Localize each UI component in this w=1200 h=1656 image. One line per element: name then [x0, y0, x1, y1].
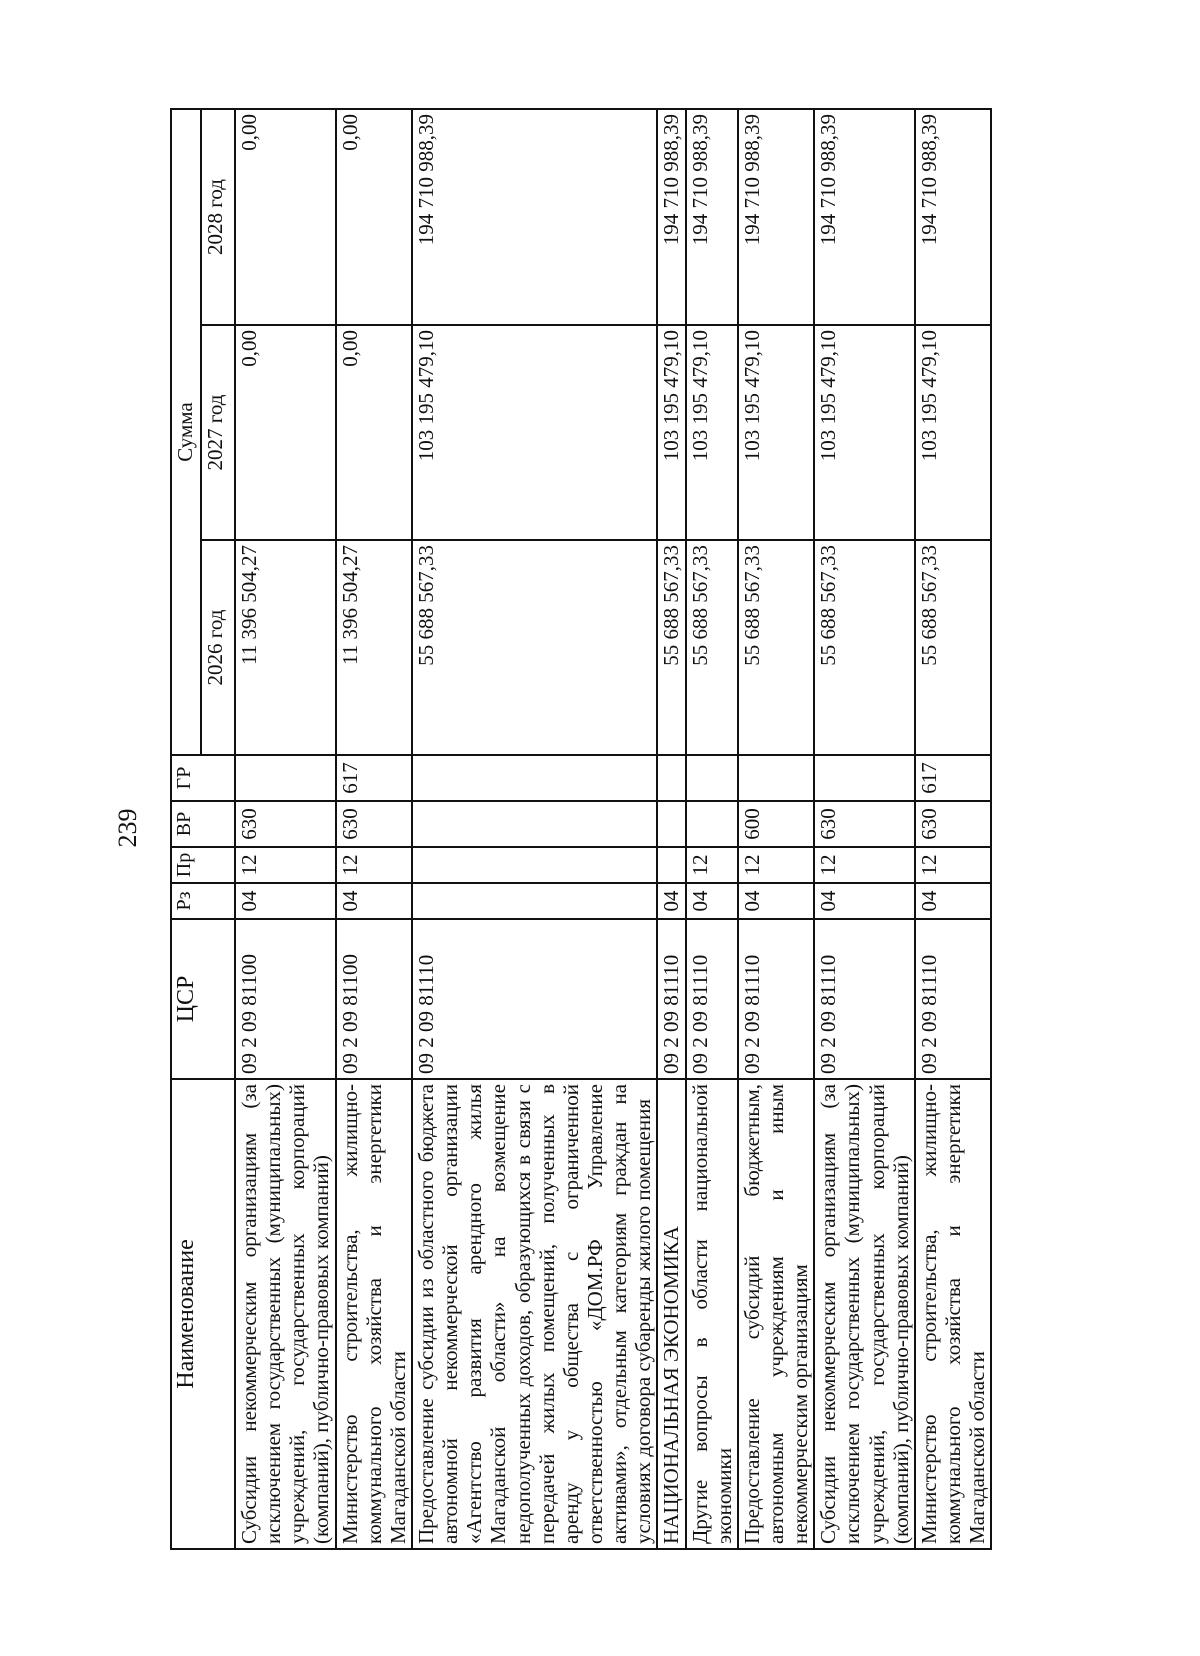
row-name: Предоставление субсидий бюджетным, автономным учреждениям и иным некоммерческим организациям: [738, 1079, 814, 1549]
table-header: [171, 109, 235, 1549]
row-2028: 194 710 988,39: [657, 109, 685, 325]
row-csr: 09 2 09 81110: [738, 919, 814, 1079]
row-pr: [412, 847, 657, 883]
row-gr: [412, 755, 657, 801]
row-gr: [657, 755, 685, 801]
row-csr: 09 2 09 81110: [412, 919, 657, 1079]
row-gr: [235, 755, 336, 801]
row-csr: 09 2 09 81110: [814, 919, 915, 1079]
row-vr: 630: [235, 801, 336, 847]
row-2028: 194 710 988,39: [915, 109, 991, 325]
row-name: НАЦИОНАЛЬНАЯ ЭКОНОМИКА: [657, 1079, 685, 1549]
row-pr: 12: [235, 847, 336, 883]
row-pr: 12: [336, 847, 412, 883]
row-2027: 103 195 479,10: [686, 325, 738, 540]
row-vr: 600: [738, 801, 814, 847]
row-2028: 0,00: [235, 109, 336, 325]
row-name: Субсидии некоммерческим организациям (за исключением государственных (муниципальных) учреждений, государственных корпораций (компаний), публично-правовых компаний): [814, 1079, 915, 1549]
row-2027: 0,00: [336, 325, 412, 540]
row-rz: 04: [235, 883, 336, 919]
table-row: [412, 109, 657, 1549]
row-pr: 12: [686, 847, 738, 883]
row-vr: 630: [336, 801, 412, 847]
row-2026: 11 396 504,27: [235, 540, 336, 755]
row-name: Предоставление субсидии из областного бюджета автономной некоммерческой организации «Агентство развития арендного жилья Магаданской области» на возмещение недополученных доходов, образующихся в связи с передачей жилых помещений, полученных в аренду у общества с ограниченной ответственностью «ДОМ.РФ Управление активами», отдельным категориям граждан на условиях договора субаренды жилого помещения: [412, 1079, 657, 1549]
row-2026: 55 688 567,33: [915, 540, 991, 755]
row-gr: 617: [336, 755, 412, 801]
row-2028: 194 710 988,39: [412, 109, 657, 325]
row-vr: [657, 801, 685, 847]
header-pr: Пр: [171, 847, 235, 883]
row-csr: 09 2 09 81100: [336, 919, 412, 1079]
row-rz: 04: [336, 883, 412, 919]
page-number: 239: [113, 808, 142, 848]
row-pr: 12: [915, 847, 991, 883]
row-2027: 0,00: [235, 325, 336, 540]
row-rz: 04: [814, 883, 915, 919]
row-vr: [686, 801, 738, 847]
row-vr: 630: [814, 801, 915, 847]
row-rz: [412, 883, 657, 919]
row-gr: 617: [915, 755, 991, 801]
row-2026: 55 688 567,33: [814, 540, 915, 755]
header-sum: Сумма: [171, 109, 201, 755]
header-gr: ГР: [171, 755, 235, 801]
row-csr: 09 2 09 81110: [915, 919, 991, 1079]
row-csr: 09 2 09 81110: [657, 919, 685, 1079]
header-year-2026: 2026 год: [201, 540, 235, 755]
row-name: Другие вопросы в области национальной экономики: [686, 1079, 738, 1549]
table-row: [686, 109, 738, 1549]
row-2028: 0,00: [336, 109, 412, 325]
row-name: Министерство строительства, жилищно-коммунального хозяйства и энергетики Магаданской области: [915, 1079, 991, 1549]
row-2027: 103 195 479,10: [915, 325, 991, 540]
row-2027: 103 195 479,10: [814, 325, 915, 540]
table-row: [738, 109, 814, 1549]
row-gr: [738, 755, 814, 801]
row-vr: [412, 801, 657, 847]
row-csr: 09 2 09 81100: [235, 919, 336, 1079]
header-vr: ВР: [171, 801, 235, 847]
row-name: Субсидии некоммерческим организациям (за исключением государственных (муниципальных) учреждений, государственных корпораций (компаний), публично-правовых компаний): [235, 1079, 336, 1549]
table-row: [657, 109, 685, 1549]
row-pr: [657, 847, 685, 883]
row-vr: 630: [915, 801, 991, 847]
table-body: [235, 109, 991, 1549]
row-2027: 103 195 479,10: [738, 325, 814, 540]
row-pr: 12: [738, 847, 814, 883]
row-rz: 04: [686, 883, 738, 919]
row-pr: 12: [814, 847, 915, 883]
row-2026: 55 688 567,33: [412, 540, 657, 755]
header-name: Наименование: [171, 1079, 235, 1549]
budget-table: [170, 108, 992, 1550]
row-2026: 55 688 567,33: [657, 540, 685, 755]
header-year-2027: 2027 год: [201, 325, 235, 540]
row-csr: 09 2 09 81110: [686, 919, 738, 1079]
row-2028: 194 710 988,39: [738, 109, 814, 325]
rotated-table-container: [170, 110, 990, 1550]
row-2027: 103 195 479,10: [412, 325, 657, 540]
row-rz: 04: [915, 883, 991, 919]
table-row: [336, 109, 412, 1549]
row-2026: 55 688 567,33: [686, 540, 738, 755]
header-rz: Рз: [171, 883, 235, 919]
row-name: Министерство строительства, жилищно-коммунального хозяйства и энергетики Магаданской области: [336, 1079, 412, 1549]
row-2028: 194 710 988,39: [814, 109, 915, 325]
table-row: [814, 109, 915, 1549]
row-gr: [686, 755, 738, 801]
row-rz: 04: [657, 883, 685, 919]
table-row: [915, 109, 991, 1549]
row-2028: 194 710 988,39: [686, 109, 738, 325]
row-2027: 103 195 479,10: [657, 325, 685, 540]
header-csr: ЦСР: [171, 919, 235, 1079]
table-row: [235, 109, 336, 1549]
row-2026: 55 688 567,33: [738, 540, 814, 755]
header-year-2028: 2028 год: [201, 109, 235, 325]
row-rz: 04: [738, 883, 814, 919]
row-gr: [814, 755, 915, 801]
row-2026: 11 396 504,27: [336, 540, 412, 755]
